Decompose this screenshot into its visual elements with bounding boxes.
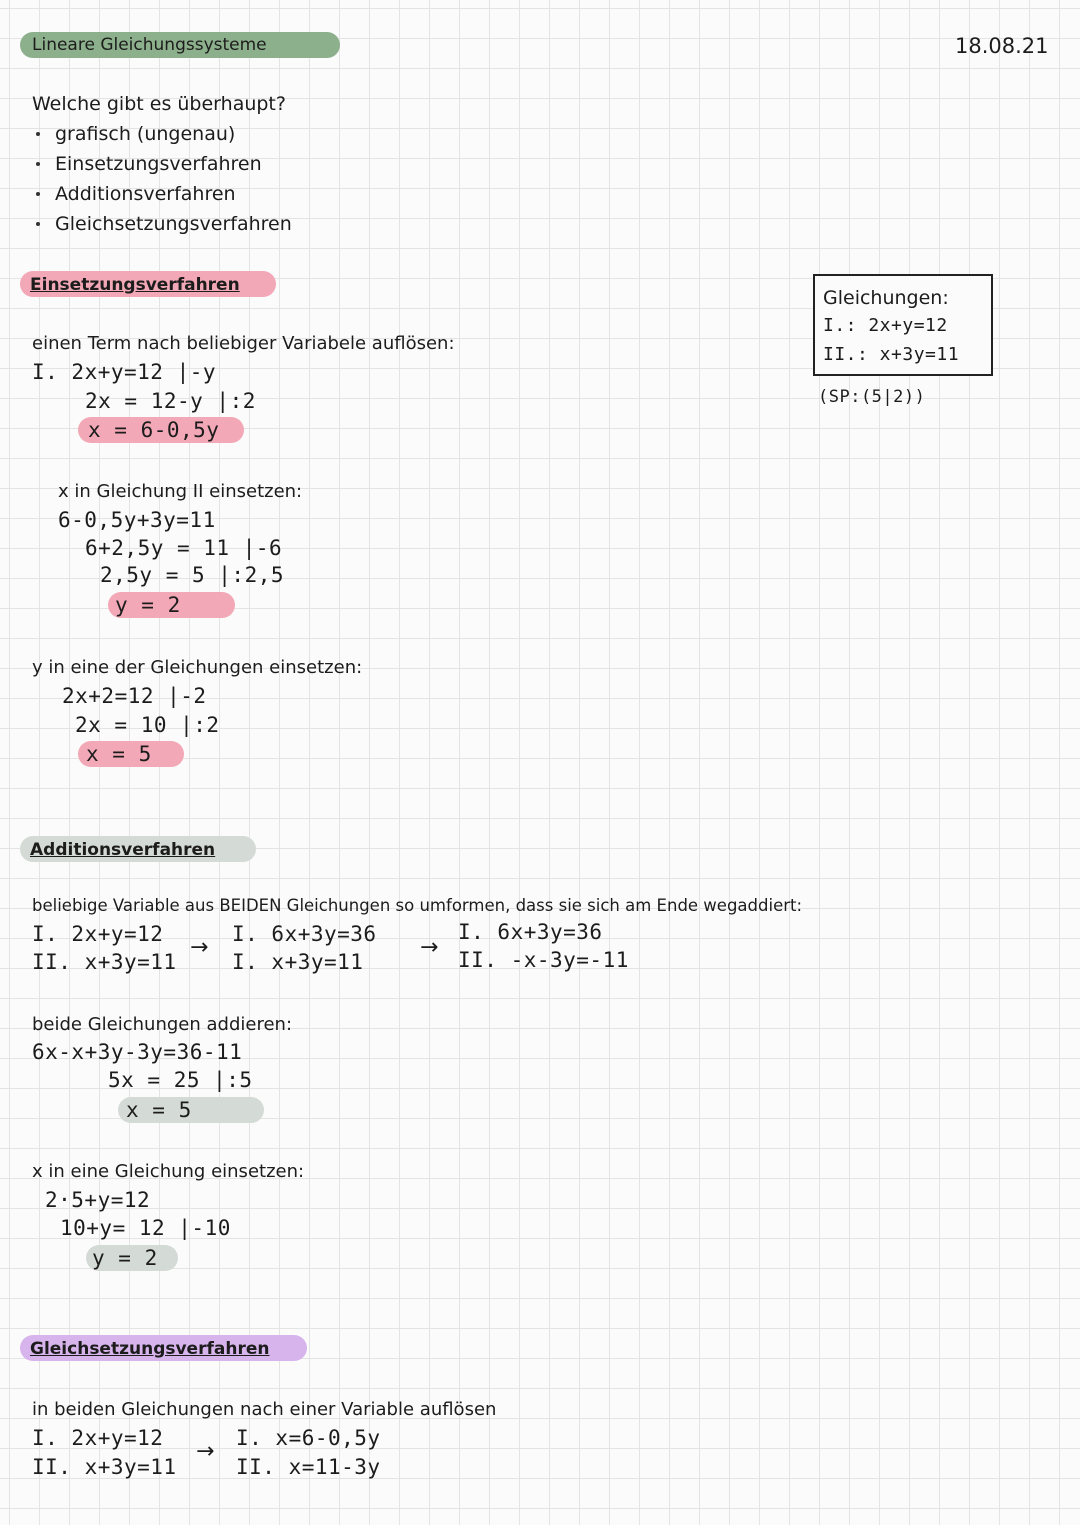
- intro-question: Welche gibt es überhaupt?: [32, 93, 286, 115]
- method-item: grafisch (ungenau): [55, 123, 236, 145]
- einsetzung-step2-text: x in Gleichung II einsetzen:: [58, 481, 303, 502]
- einsetzung-step3-text: y in eine der Gleichungen einsetzen:: [32, 657, 363, 678]
- equation-2: II.: x+3y=11: [823, 344, 960, 365]
- page-title: Lineare Gleichungssysteme: [32, 35, 267, 55]
- einsetzung-line: 6+2,5y = 11 |-6: [85, 536, 283, 560]
- einsetzung-line: I. 2x+y=12 |-y: [32, 360, 217, 384]
- addition-line: 5x = 25 |:5: [108, 1068, 253, 1092]
- addition-line: 2·5+y=12: [45, 1188, 151, 1212]
- einsetzung-line: 6-0,5y+3y=11: [58, 508, 216, 532]
- method-item: Gleichsetzungsverfahren: [55, 213, 292, 235]
- addition-eq: II. x+3y=11: [32, 950, 177, 974]
- arrow-icon: →: [196, 1439, 215, 1464]
- gleichsetzung-step1-text: in beiden Gleichungen nach einer Variable auflösen: [32, 1399, 497, 1420]
- addition-step1-text: beliebige Variable aus BEIDEN Gleichungen so umformen, dass sie sich am Ende wegaddiert:: [32, 896, 803, 915]
- arrow-icon: →: [190, 935, 209, 960]
- addition-title: Additionsverfahren: [30, 840, 216, 860]
- einsetzung-result-x: x = 5: [86, 742, 152, 766]
- einsetzung-step1-text: einen Term nach beliebiger Variabele auflösen:: [32, 333, 455, 354]
- bullet: [36, 222, 40, 226]
- addition-eq: I. 6x+3y=36: [232, 922, 377, 946]
- bullet: [36, 162, 40, 166]
- gleichsetzung-eq: II. x=11-3y: [236, 1455, 381, 1479]
- addition-result-y: y = 2: [92, 1246, 158, 1270]
- gleichsetzung-title: Gleichsetzungsverfahren: [30, 1339, 270, 1359]
- addition-line: 10+y= 12 |-10: [60, 1216, 231, 1240]
- addition-eq: I. x+3y=11: [232, 950, 364, 974]
- addition-eq: I. 6x+3y=36: [458, 920, 603, 944]
- gleichsetzung-eq: II. x+3y=11: [32, 1455, 177, 1479]
- method-item: Additionsverfahren: [55, 183, 236, 205]
- addition-line: 6x-x+3y-3y=36-11: [32, 1040, 243, 1064]
- addition-step3-text: x in eine Gleichung einsetzen:: [32, 1161, 305, 1182]
- gleichsetzung-eq: I. 2x+y=12: [32, 1426, 164, 1450]
- einsetzung-result-x: x = 6-0,5y: [88, 418, 220, 442]
- arrow-icon: →: [420, 935, 439, 960]
- einsetzung-title: Einsetzungsverfahren: [30, 275, 240, 295]
- addition-eq: II. -x-3y=-11: [458, 948, 629, 972]
- equations-box-title: Gleichungen:: [823, 287, 949, 309]
- addition-eq: I. 2x+y=12: [32, 922, 164, 946]
- addition-step2-text: beide Gleichungen addieren:: [32, 1014, 293, 1035]
- equation-1: I.: 2x+y=12: [823, 315, 948, 336]
- bullet: [36, 192, 40, 196]
- einsetzung-result-y: y = 2: [115, 593, 181, 617]
- addition-result-x: x = 5: [126, 1098, 192, 1122]
- method-item: Einsetzungsverfahren: [55, 153, 262, 175]
- einsetzung-line: 2x = 12-y |:2: [85, 389, 256, 413]
- einsetzung-line: 2x+2=12 |-2: [62, 684, 207, 708]
- einsetzung-line: 2x = 10 |:2: [75, 713, 220, 737]
- bullet: [36, 132, 40, 136]
- solution-point: (SP:(5|2)): [818, 387, 926, 407]
- gleichsetzung-eq: I. x=6-0,5y: [236, 1426, 381, 1450]
- page-date: 18.08.21: [955, 34, 1049, 58]
- einsetzung-line: 2,5y = 5 |:2,5: [100, 563, 285, 587]
